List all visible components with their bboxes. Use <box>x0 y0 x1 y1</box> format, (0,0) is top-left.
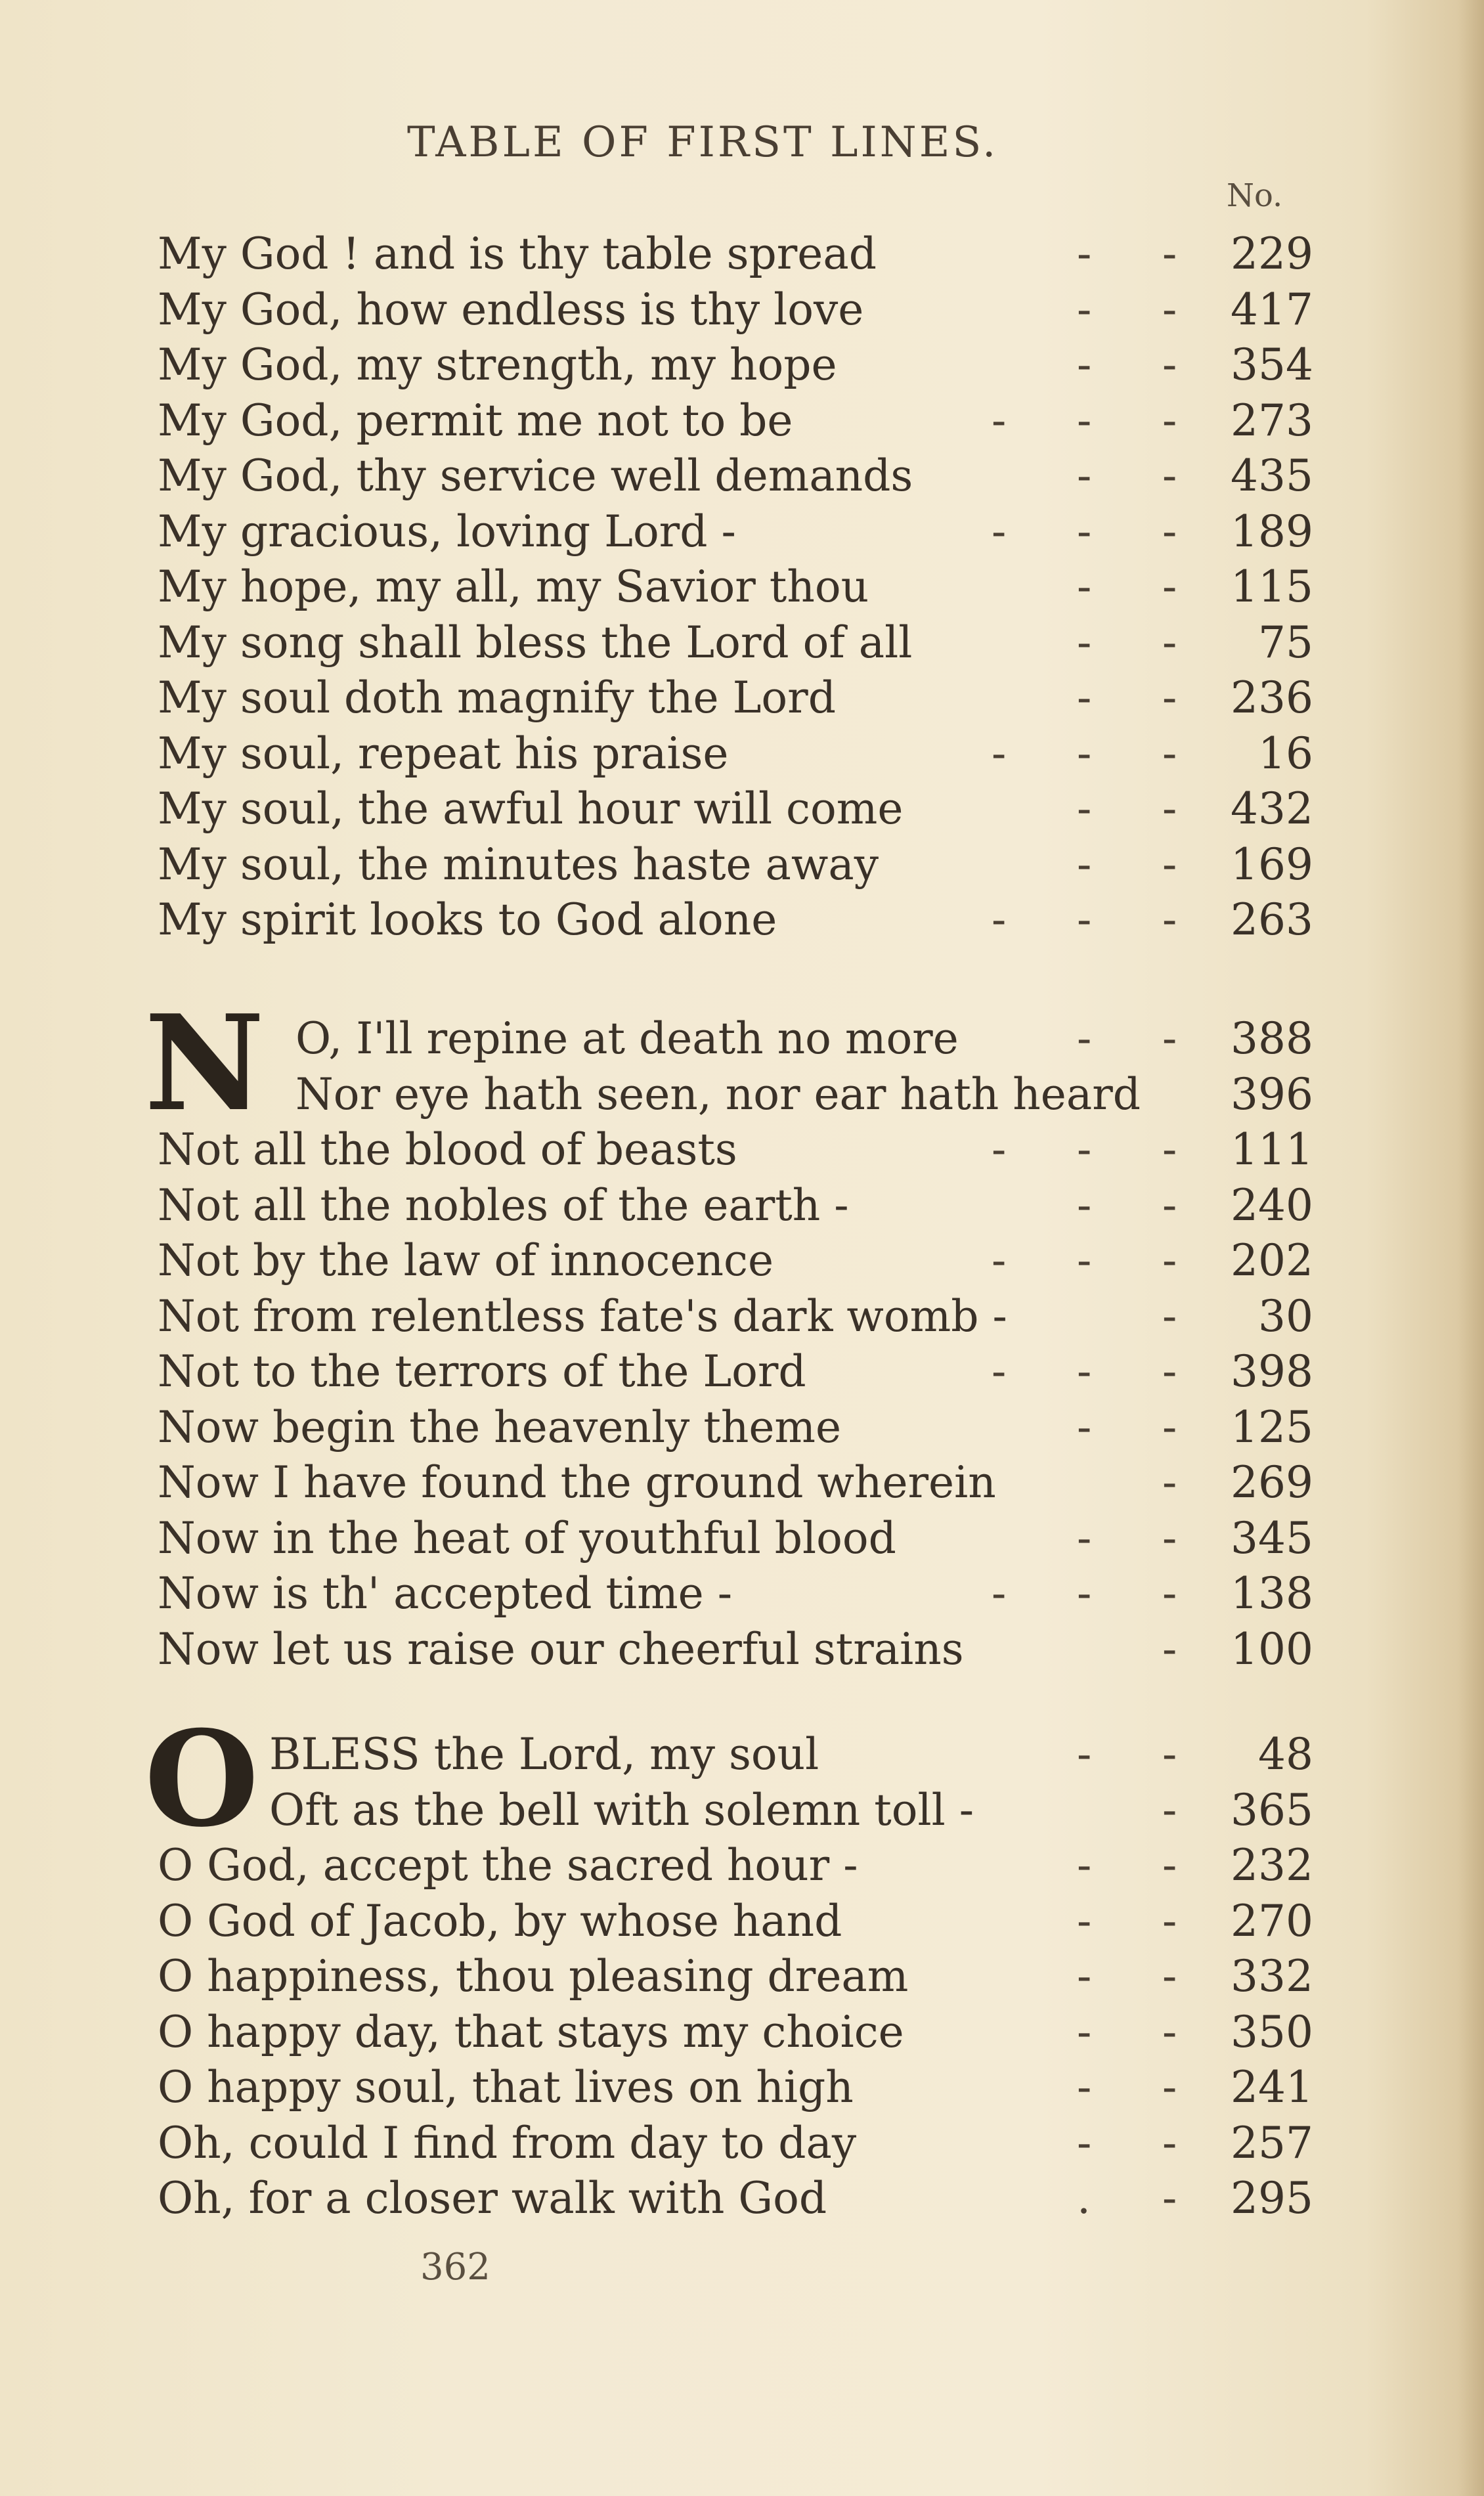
leader-dash: - <box>1077 339 1092 390</box>
leader-dash: - <box>1077 1568 1092 1619</box>
first-line-entry <box>158 1949 1313 2004</box>
leader-dash: - <box>992 728 1007 779</box>
first-line-text: O, I'll repine at death no more <box>295 1013 959 1064</box>
leader-dash: - <box>1162 617 1177 668</box>
leader-dash: - <box>1077 728 1092 779</box>
hymn-number: 295 <box>1231 2173 1313 2223</box>
first-line-entry <box>158 781 1313 837</box>
leader-dash: - <box>1077 1235 1092 1286</box>
first-line-entry <box>158 504 1313 559</box>
first-line-entry <box>158 1455 1313 1510</box>
first-line-text: Nor eye hath seen, nor ear hath heard <box>295 1068 1141 1120</box>
first-line-entry <box>158 670 1313 726</box>
leader-dash: - <box>1077 229 1092 279</box>
page-title: TABLE OF FIRST LINES. <box>407 118 999 167</box>
leader-dash: - <box>1162 2062 1177 2113</box>
leader-dash: - <box>1162 1895 1177 1946</box>
first-line-entry <box>158 1566 1313 1621</box>
number-column-label: No. <box>1227 177 1283 214</box>
hymn-number: 115 <box>1231 561 1313 612</box>
leader-dash: - <box>1162 1729 1177 1780</box>
leader-dash: - <box>1162 395 1177 446</box>
first-line-text: My song shall bless the Lord of all <box>158 617 913 668</box>
first-line-text: My God, thy service well demands <box>158 450 913 501</box>
leader-dash: - <box>1162 783 1177 834</box>
leader-dash: - <box>1077 1346 1092 1397</box>
first-line-text: Oh, could I find from day to day <box>158 2117 857 2168</box>
hymn-number: 269 <box>1231 1457 1313 1508</box>
first-line-entry <box>158 1178 1313 1233</box>
first-line-entry <box>158 2060 1313 2115</box>
hymn-number: 16 <box>1258 728 1313 779</box>
leader-dash: . <box>1077 2173 1091 2223</box>
leader-dash: - <box>1077 284 1092 335</box>
leader-dash: - <box>992 1124 1007 1175</box>
leader-dash: - <box>1162 2006 1177 2057</box>
leader-dash: - <box>1162 1568 1177 1619</box>
first-line-entry <box>158 1011 1313 1066</box>
first-line-text: My soul, the awful hour will come <box>158 783 904 834</box>
leader-dash: - <box>1162 506 1177 557</box>
hymn-number: 365 <box>1231 1784 1313 1835</box>
leader-dash: - <box>1162 1346 1177 1397</box>
leader-dash: - <box>1162 1401 1177 1453</box>
hymn-number: 236 <box>1231 672 1313 723</box>
first-line-text: My soul, the minutes haste away <box>158 839 879 890</box>
leader-dash: - <box>1077 1124 1092 1175</box>
leader-dash: - <box>992 1568 1007 1619</box>
leader-dash: - <box>1077 395 1092 446</box>
first-line-text: My hope, my all, my Savior thou <box>158 561 869 612</box>
hymn-number: 263 <box>1231 894 1313 945</box>
first-line-text: Not all the nobles of the earth - <box>158 1179 849 1231</box>
leader-dash: - <box>1162 1512 1177 1564</box>
leader-dash: - <box>1162 450 1177 501</box>
first-line-text: O God, accept the sacred hour - <box>158 1840 858 1891</box>
leader-dash: - <box>1077 2006 1092 2057</box>
leader-dash: - <box>1162 1623 1177 1675</box>
leader-dash: - <box>1077 1013 1092 1064</box>
leader-dash: - <box>1162 839 1177 890</box>
first-line-text: My soul doth magnify the Lord <box>158 672 836 723</box>
first-line-text: Not all the blood of beasts <box>158 1124 737 1175</box>
leader-dash: - <box>1162 1124 1177 1175</box>
hymn-number: 388 <box>1231 1013 1313 1064</box>
first-line-text: Now I have found the ground wherein <box>158 1457 996 1508</box>
leader-dash: - <box>1162 2173 1177 2223</box>
first-line-text: Not by the law of innocence <box>158 1235 774 1286</box>
first-line-text: BLESS the Lord, my soul <box>269 1729 819 1780</box>
first-line-entry <box>158 449 1313 504</box>
leader-dash: - <box>1162 728 1177 779</box>
leader-dash: - <box>1077 672 1092 723</box>
hymn-number: 229 <box>1231 229 1313 279</box>
leader-dash: - <box>1162 1179 1177 1231</box>
hymn-number: 435 <box>1231 450 1313 501</box>
hymn-number: 48 <box>1258 1729 1313 1780</box>
first-line-text: My soul, repeat his praise <box>158 728 729 779</box>
leader-dash: - <box>1077 617 1092 668</box>
leader-dash: - <box>1162 672 1177 723</box>
hymn-number: 240 <box>1231 1179 1313 1231</box>
leader-dash: - <box>992 506 1007 557</box>
hymn-number: 345 <box>1231 1512 1313 1564</box>
leader-dash: - <box>1077 1179 1092 1231</box>
drop-cap-letter: N <box>144 986 265 1141</box>
leader-dash: - <box>1077 1951 1092 2002</box>
hymn-number: 111 <box>1231 1124 1313 1175</box>
first-line-entry <box>158 1289 1313 1344</box>
first-line-entry <box>158 1894 1313 1949</box>
hymn-number: 398 <box>1231 1346 1313 1397</box>
first-line-text: Now is th' accepted time - <box>158 1568 733 1619</box>
leader-dash: - <box>1077 561 1092 612</box>
leader-dash: - <box>1162 1235 1177 1286</box>
drop-cap-letter: O <box>144 1702 259 1856</box>
hymn-number: 100 <box>1231 1623 1313 1675</box>
hymn-number: 138 <box>1231 1568 1313 1619</box>
first-line-entry <box>158 559 1313 615</box>
hymn-number: 30 <box>1258 1290 1313 1342</box>
first-line-text: My spirit looks to God alone <box>158 894 777 945</box>
first-line-entry <box>158 2116 1313 2171</box>
first-line-text: O happiness, thou pleasing dream <box>158 1951 909 2002</box>
hymn-number: 417 <box>1231 284 1313 335</box>
leader-dash: - <box>1162 1013 1177 1064</box>
leader-dash: - <box>992 1346 1007 1397</box>
leader-dash: - <box>1162 1784 1177 1835</box>
leader-dash: - <box>1162 339 1177 390</box>
hymn-number: 332 <box>1231 1951 1313 2002</box>
leader-dash: - <box>1077 1840 1092 1891</box>
first-line-entry <box>158 2171 1313 2226</box>
leader-dash: - <box>992 1235 1007 1286</box>
first-line-entry <box>158 1233 1313 1288</box>
leader-dash: - <box>1162 894 1177 945</box>
first-line-entry <box>158 1122 1313 1177</box>
hymn-number: 202 <box>1231 1235 1313 1286</box>
hymn-number: 270 <box>1231 1895 1313 1946</box>
hymn-number: 396 <box>1231 1068 1313 1120</box>
first-line-text: My gracious, loving Lord - <box>158 506 736 557</box>
first-line-text: My God ! and is thy table spread <box>158 229 877 279</box>
first-line-text: Now let us raise our cheerful strains <box>158 1623 964 1675</box>
leader-dash: - <box>1077 2062 1092 2113</box>
first-line-text: O God of Jacob, by whose hand <box>158 1895 842 1946</box>
leader-dash: - <box>1162 284 1177 335</box>
hymn-number: 75 <box>1258 617 1313 668</box>
first-line-entry <box>158 1344 1313 1399</box>
first-line-text: My God, how endless is thy love <box>158 284 864 335</box>
first-line-entry <box>158 1067 1313 1122</box>
first-line-entry <box>158 1727 1313 1782</box>
first-line-text: Not to the terrors of the Lord <box>158 1346 806 1397</box>
first-line-entry <box>158 1783 1313 1838</box>
first-line-entry <box>158 837 1313 892</box>
leader-dash: - <box>1077 1895 1092 1946</box>
leader-dash: - <box>992 894 1007 945</box>
hymn-number: 189 <box>1231 506 1313 557</box>
leader-dash: - <box>1162 1951 1177 2002</box>
hymn-number: 354 <box>1231 339 1313 390</box>
leader-dash: - <box>1162 2117 1177 2168</box>
first-line-text: My God, permit me not to be <box>158 395 793 446</box>
first-line-text: Now begin the heavenly theme <box>158 1401 842 1453</box>
hymn-number: 125 <box>1231 1401 1313 1453</box>
first-line-text: My God, my strength, my hope <box>158 339 837 390</box>
leader-dash: - <box>1077 450 1092 501</box>
first-line-entry <box>158 393 1313 449</box>
first-line-text: O happy day, that stays my choice <box>158 2006 904 2057</box>
leader-dash: - <box>1077 839 1092 890</box>
first-line-entry <box>158 282 1313 338</box>
leader-dash: - <box>1077 1401 1092 1453</box>
leader-dash: - <box>1077 506 1092 557</box>
first-line-entry <box>158 1511 1313 1566</box>
first-line-text: Oh, for a closer walk with God <box>158 2173 827 2223</box>
first-line-entry <box>158 726 1313 781</box>
first-line-entry <box>158 2005 1313 2060</box>
page-number: 362 <box>420 2246 491 2288</box>
first-line-entry <box>158 1838 1313 1893</box>
hymn-number: 432 <box>1231 783 1313 834</box>
first-line-entry <box>158 1400 1313 1455</box>
leader-dash: - <box>1162 1840 1177 1891</box>
first-line-entry <box>158 227 1313 282</box>
hymn-number: 232 <box>1231 1840 1313 1891</box>
leader-dash: - <box>1077 894 1092 945</box>
leader-dash: - <box>1162 1290 1177 1342</box>
first-line-text: Oft as the bell with solemn toll - <box>269 1784 974 1835</box>
hymn-number: 257 <box>1231 2117 1313 2168</box>
hymn-number: 350 <box>1231 2006 1313 2057</box>
first-line-entry <box>158 1622 1313 1677</box>
hymn-number: 273 <box>1231 395 1313 446</box>
leader-dash: - <box>992 395 1007 446</box>
first-line-text: Now in the heat of youthful blood <box>158 1512 896 1564</box>
first-line-text: O happy soul, that lives on high <box>158 2062 854 2113</box>
leader-dash: - <box>1077 1512 1092 1564</box>
first-line-entry <box>158 615 1313 670</box>
page-edge-shadow <box>1458 0 1484 2496</box>
first-line-text: Not from relentless fate's dark womb - <box>158 1290 1007 1342</box>
hymn-number: 241 <box>1231 2062 1313 2113</box>
leader-dash: - <box>1077 2117 1092 2168</box>
first-line-entry <box>158 338 1313 393</box>
leader-dash: - <box>1077 783 1092 834</box>
leader-dash: - <box>1077 1729 1092 1780</box>
hymn-number: 169 <box>1231 839 1313 890</box>
first-line-entry <box>158 892 1313 948</box>
leader-dash: - <box>1162 1457 1177 1508</box>
leader-dash: - <box>1162 229 1177 279</box>
leader-dash: - <box>1162 561 1177 612</box>
